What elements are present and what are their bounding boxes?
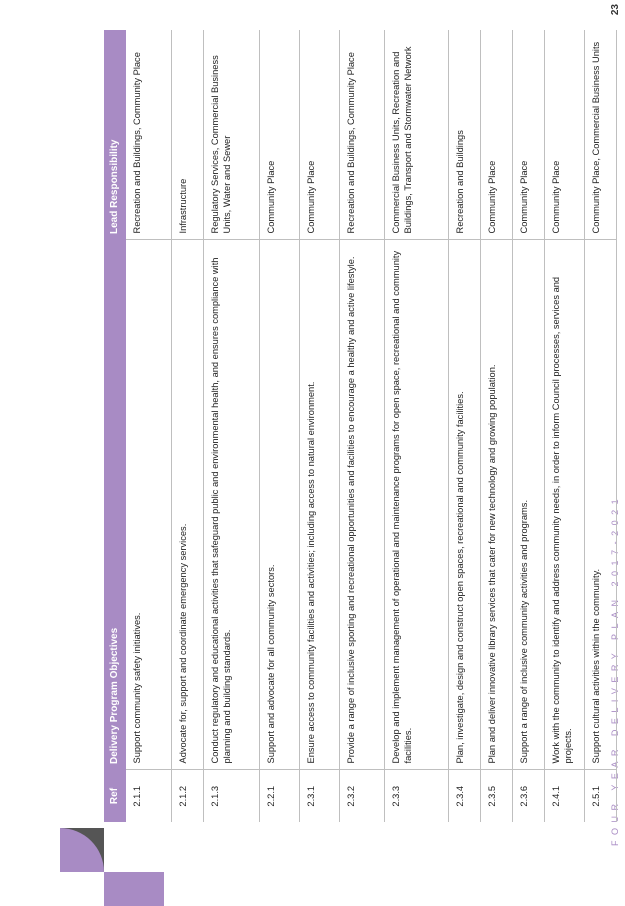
row-ref: 2.3.2 [339,770,384,822]
row-objective: Support cultural activities within the community. [584,240,616,770]
row-lead: Commercial Business Units, Recreation and Buildings, Transport and Stormwater Network [384,30,448,240]
table-row [512,30,544,822]
header-ref: Ref [104,770,126,822]
row-ref: 2.4.1 [544,770,584,822]
row-objective: Plan and deliver innovative library services that cater for new technology and growing population. [480,240,512,770]
row-objective: Support and advocate for all community sectors. [259,240,299,770]
row-lead: Community Place [299,30,339,240]
row-lead: Community Place [544,30,584,240]
row-ref: 2.1.1 [126,770,171,822]
objectives-table-container [104,30,600,822]
header-lead: Lead Responsibility [104,30,126,240]
table-row [171,30,203,822]
table-row [384,30,448,822]
row-lead: Recreation and Buildings, Community Place [126,30,171,240]
table-row [203,30,259,822]
row-lead: Community Place [512,30,544,240]
footer-plan-title: FOUR YEAR DELIVERY PLAN 2017-2021 [610,493,620,846]
row-ref: 2.5.1 [584,770,616,822]
table-row [448,30,480,822]
table-row [126,30,171,822]
table-row [480,30,512,822]
row-objective: Work with the community to identify and address community needs, in order to inform Council processes, services and projects. [544,240,584,770]
row-lead: Community Place [259,30,299,240]
row-objective: Conduct regulatory and educational activities that safeguard public and environmental health, and ensures compliance with planning and building standards. [203,240,259,770]
row-lead: Regulatory Services, Commercial Business Units, Water and Sewer [203,30,259,240]
header-objectives: Delivery Program Objectives [104,240,126,770]
page-number: 23 [610,4,621,16]
row-lead: Recreation and Buildings, Community Place [339,30,384,240]
row-lead: Infrastructure [171,30,203,240]
row-ref: 2.1.2 [171,770,203,822]
row-lead: Community Place [480,30,512,240]
table-row [544,30,584,822]
table-row [259,30,299,822]
row-ref: 2.3.6 [512,770,544,822]
row-ref: 2.3.4 [448,770,480,822]
row-objective: Advocate for, support and coordinate emergency services. [171,240,203,770]
row-lead: Recreation and Buildings [448,30,480,240]
row-lead: Community Place, Commercial Business Units [584,30,616,240]
row-ref: 2.1.3 [203,770,259,822]
row-objective: Support a range of inclusive community activities and programs. [512,240,544,770]
row-ref: 2.3.5 [480,770,512,822]
row-ref: 2.3.1 [299,770,339,822]
objectives-table [104,30,617,822]
table-row [339,30,384,822]
row-objective: Develop and implement management of operational and maintenance programs for open space, recreational and community facilities. [384,240,448,770]
row-objective: Provide a range of inclusive sporting and recreational opportunities and facilities to encourage a healthy and active lifestyle. [339,240,384,770]
row-objective: Support community safety initiatives. [126,240,171,770]
table-row [299,30,339,822]
row-ref: 2.2.1 [259,770,299,822]
row-ref: 2.3.3 [384,770,448,822]
row-objective: Ensure access to community facilities and activities; including access to natural environment. [299,240,339,770]
decorative-purple-square [104,872,164,906]
table-row [584,30,616,822]
table-header-row [104,30,126,822]
row-objective: Plan, investigate, design and construct open spaces, recreational and community facilities. [448,240,480,770]
